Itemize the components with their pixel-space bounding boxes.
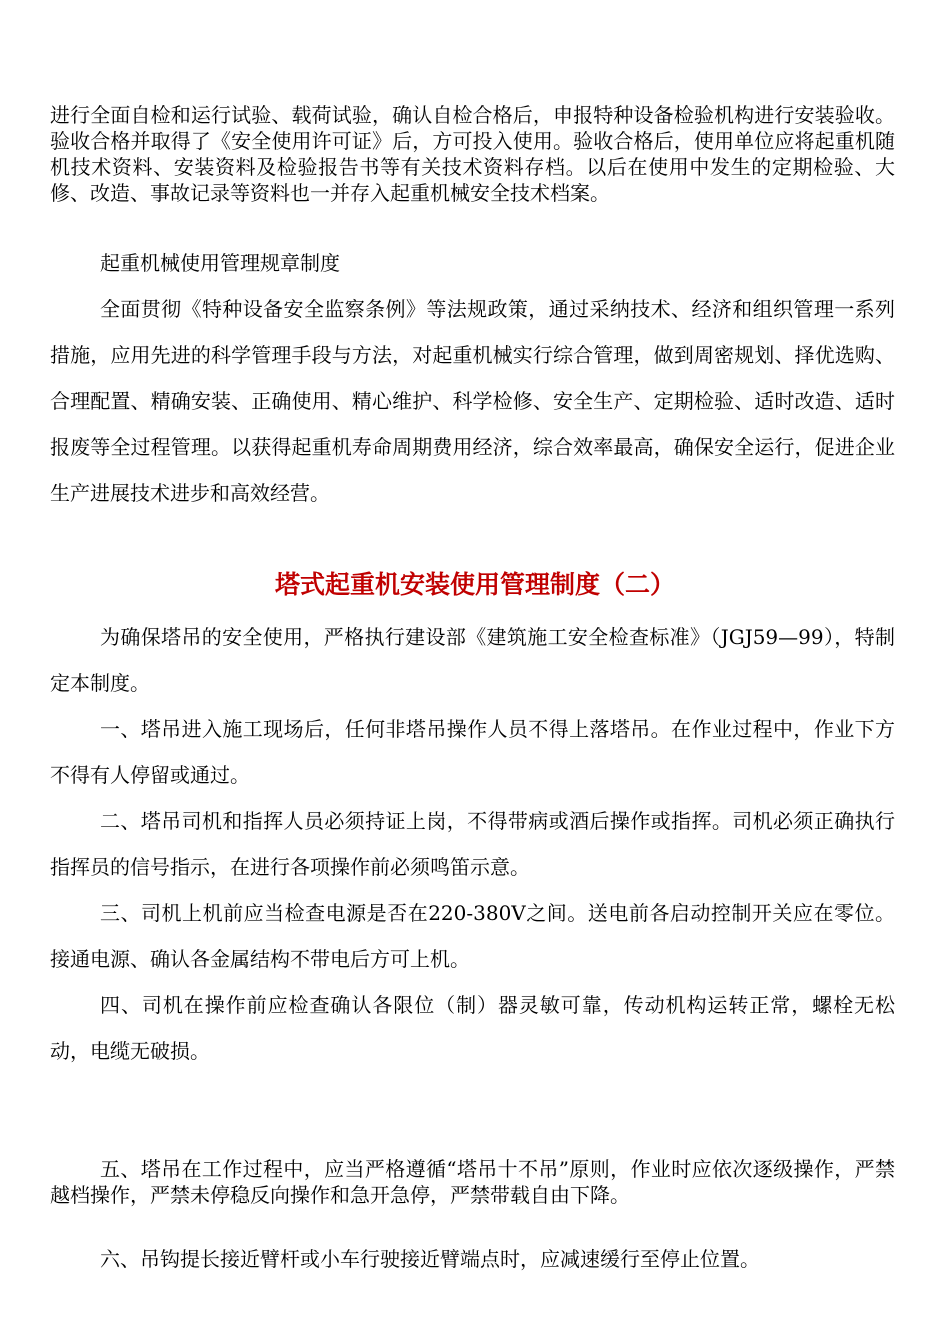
rule-item-6: 六、吊钩提长接近臂杆或小车行驶接近臂端点时，应减速缓行至停止位置。 (100, 1247, 760, 1271)
rules-paragraph: 全面贯彻《特种设备安全监察条例》等法规政策，通过采纳技术、经济和组织管理一系列措施，应用先进的科学管理手段与方法，对起重机械实行综合管理，做到周密规划、择优选购、合理配置、精确安装、正确使用、精心维护、科学检修、安全生产、定期检验、适时改造、适时报废等全过程管理。以获得起重机寿命周期费用经济，综合效率最高，确保安全运行，促进企业生产进展技术进步和高效经营。 (50, 297, 895, 505)
rule-item-3: 三、司机上机前应当检查电源是否在220-380V之间。送电前各启动控制开关应在零位。接通电源、确认各金属结构不带电后方可上机。 (50, 901, 895, 971)
rules-subheading: 起重机械使用管理规章制度 (100, 251, 340, 275)
section-intro-paragraph: 为确保塔吊的安全使用，严格执行建设部《建筑施工安全检查标准》（JGJ59—99），特制定本制度。 (50, 625, 895, 695)
rule-item-4: 四、司机在操作前应检查确认各限位（制）器灵敏可靠，传动机构运转正常，螺栓无松动，电缆无破损。 (50, 993, 895, 1063)
rule-item-5: 五、塔吊在工作过程中，应当严格遵循“塔吊十不吊”原则，作业时应依次逐级操作，严禁越档操作，严禁未停稳反向操作和急开急停，严禁带载自由下降。 (50, 1157, 895, 1207)
rule-item-2: 二、塔吊司机和指挥人员必须持证上岗，不得带病或酒后操作或指挥。司机必须正确执行指挥员的信号指示，在进行各项操作前必须鸣笛示意。 (50, 809, 895, 879)
intro-paragraph: 进行全面自检和运行试验、载荷试验，确认自检合格后，申报特种设备检验机构进行安装验收。验收合格并取得了《安全使用许可证》后，方可投入使用。验收合格后，使用单位应将起重机随机技术资料、安装资料及检验报告书等有关技术资料存档。以后在使用中发生的定期检验、大修、改造、事故记录等资料也一并存入起重机械安全技术档案。 (50, 103, 895, 205)
section-title: 塔式起重机安装使用管理制度（二） (274, 570, 675, 599)
rule-item-1: 一、塔吊进入施工现场后，任何非塔吊操作人员不得上落塔吊。在作业过程中，作业下方不得有人停留或通过。 (50, 717, 895, 787)
